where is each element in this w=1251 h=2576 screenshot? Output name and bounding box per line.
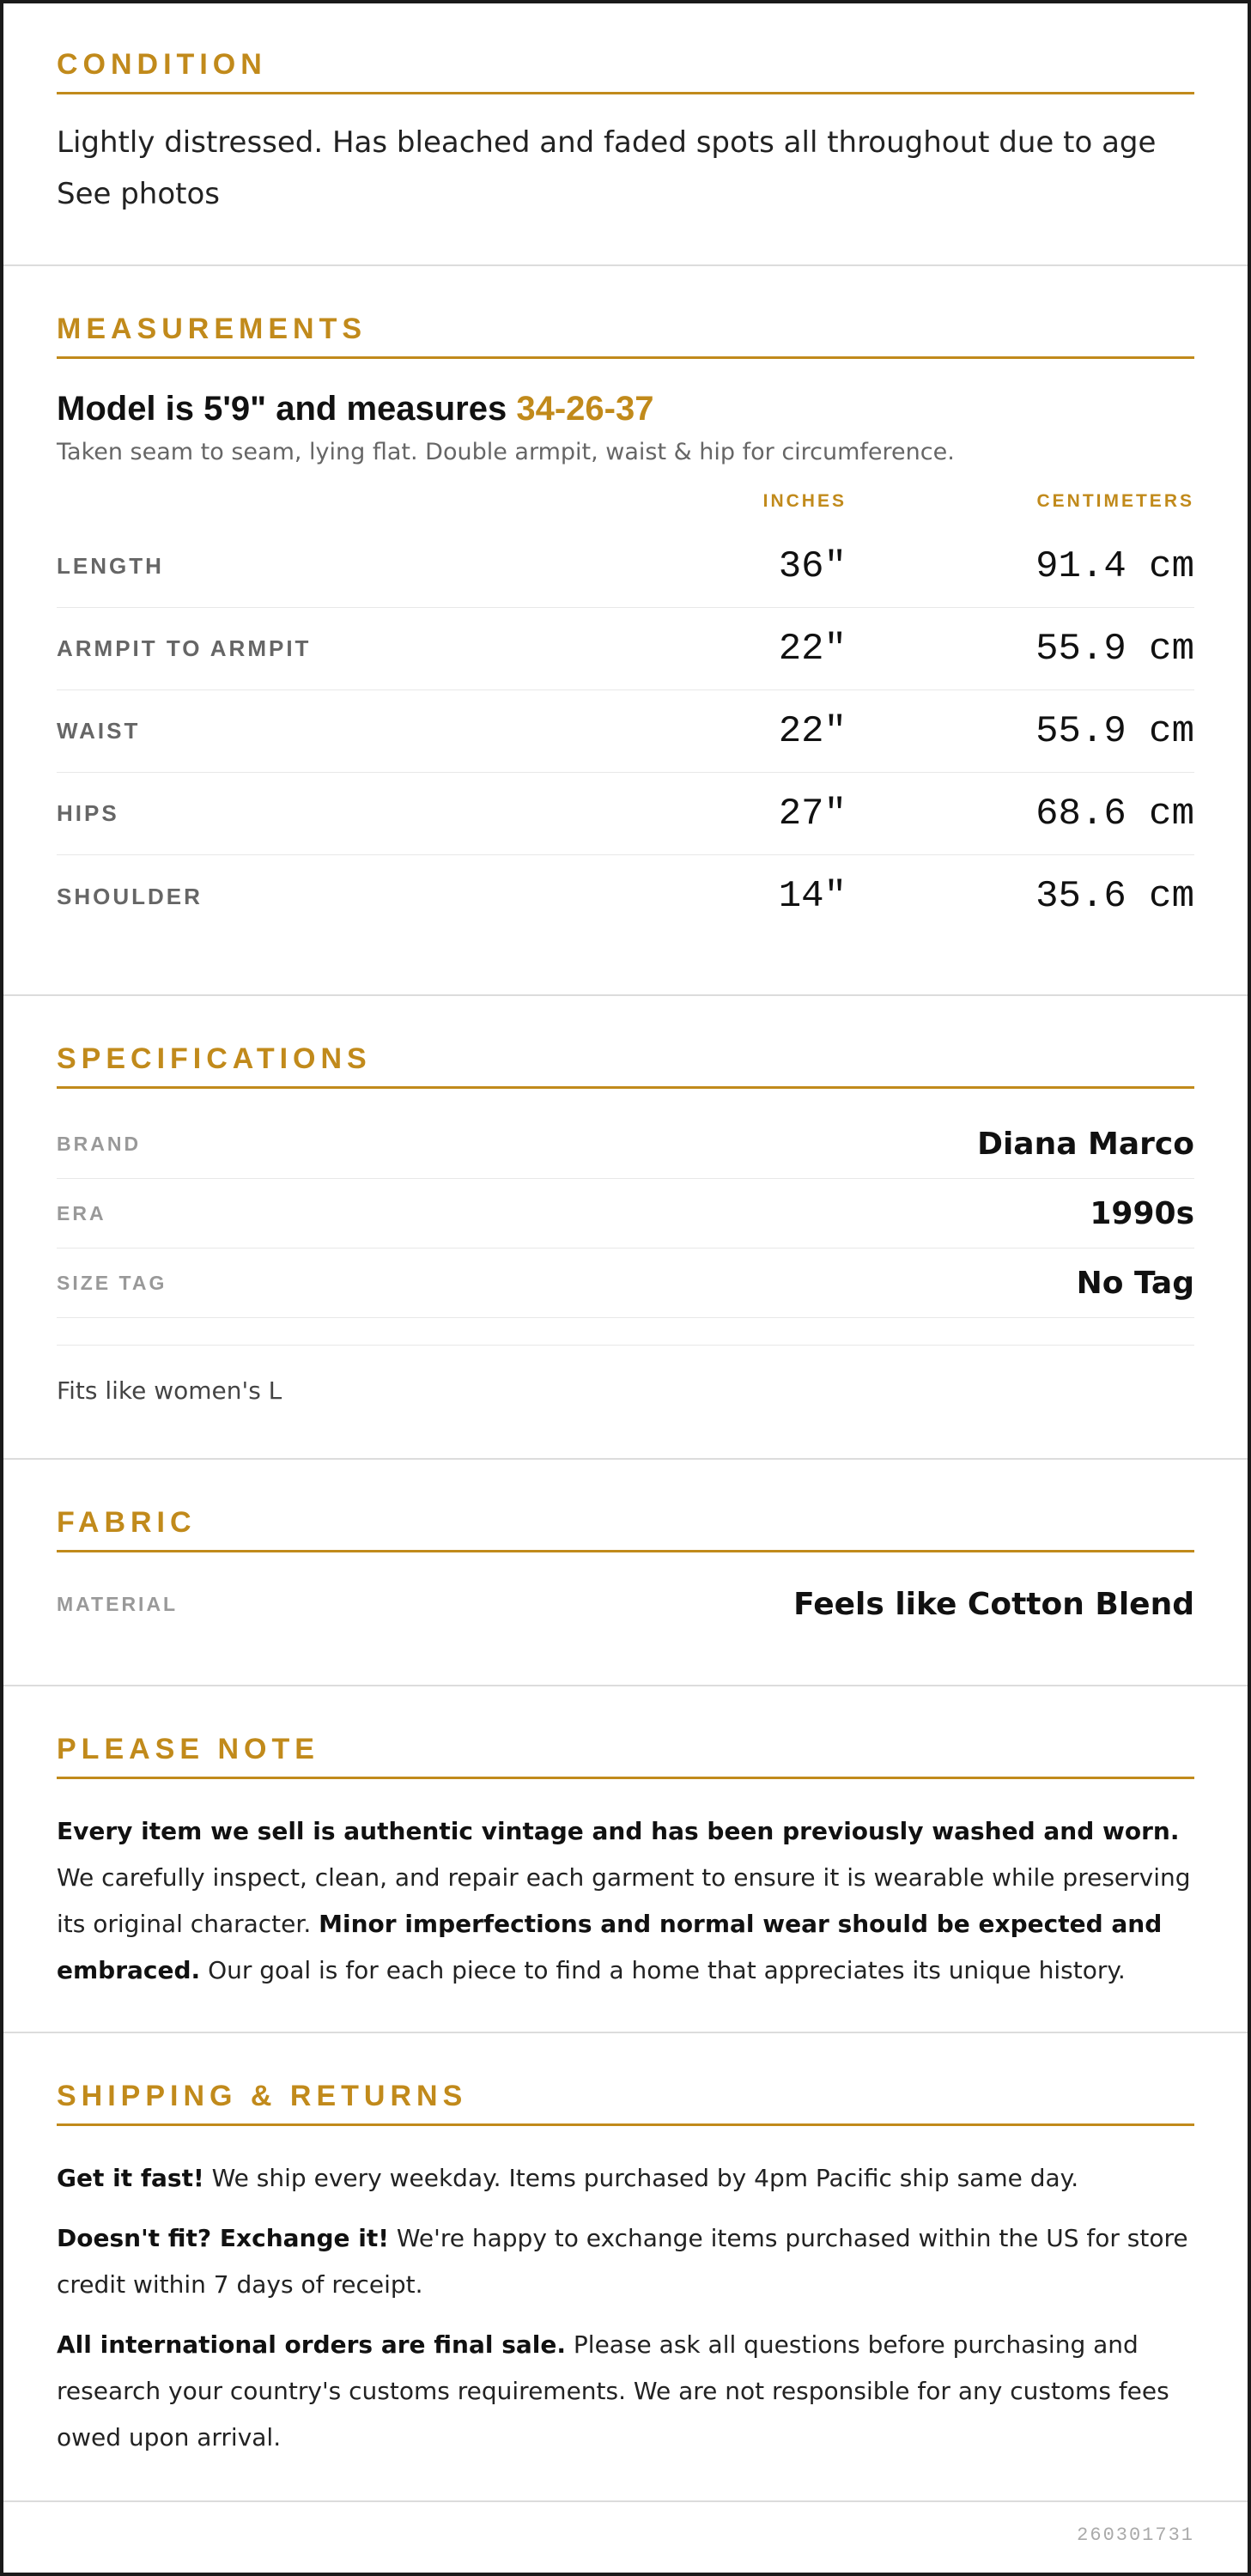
measurement-label: WAIST (57, 718, 141, 744)
please-note-title: PLEASE NOTE (57, 1733, 1194, 1779)
fit-note: Fits like women's L (57, 1376, 282, 1405)
spec-row-era (57, 1179, 1194, 1249)
measurements-section (3, 266, 1248, 996)
spec-label: SIZE TAG (57, 1271, 167, 1294)
column-header-centimeters: CENTIMETERS (1036, 491, 1194, 511)
measurement-row-waist (57, 690, 1194, 773)
measurements-table (57, 526, 1194, 938)
please-note-bold-2: Minor imperfections and normal wear should be expected and embraced. (57, 1910, 1163, 1984)
sku-footer (3, 2502, 1248, 2571)
fabric-section (3, 1460, 1248, 1686)
spec-label: BRAND (57, 1132, 142, 1155)
measurements-header-spacer (57, 491, 589, 526)
measurement-row-shoulder (57, 855, 1194, 938)
specifications-list (57, 1109, 1194, 1346)
model-measures-highlight: 34-26-37 (516, 390, 654, 428)
model-measures-text: Model is 5'9" and measures (57, 390, 517, 428)
shipping-paragraph-fast (57, 2155, 1194, 2202)
fabric-title: FABRIC (57, 1506, 1194, 1552)
shipping-text: We ship every weekday. Items purchased by 4pm Pacific ship same day. (203, 2164, 1079, 2192)
shipping-bold: Get it fast! (57, 2164, 204, 2192)
measurements-title: MEASUREMENTS (57, 313, 1194, 359)
spec-label: MATERIAL (57, 1593, 179, 1615)
measurement-inches: 14" (778, 875, 847, 918)
please-note-text-1: We carefully inspect, clean, and repair each garment to ensure it is wearable while preserving its original character. (57, 1863, 1191, 1938)
measurement-cm: 55.9 cm (1035, 627, 1194, 671)
condition-section (3, 3, 1248, 266)
shipping-bold: All international orders are final sale. (57, 2330, 567, 2359)
shipping-section (3, 2033, 1248, 2502)
spec-divider (57, 1318, 1194, 1346)
sku-number: 260301731 (1077, 2524, 1194, 2546)
specifications-section (3, 996, 1248, 1460)
measurement-row-hips (57, 773, 1194, 855)
model-measures (57, 390, 1194, 428)
please-note-text (57, 1808, 1194, 1994)
shipping-text: We're happy to exchange items purchased within the US for store credit within 7 days of receipt. (57, 2224, 1188, 2299)
measurement-inches: 27" (778, 792, 847, 835)
spec-value: 1990s (1090, 1195, 1194, 1231)
spec-label: ERA (57, 1201, 106, 1224)
measurement-row-armpit (57, 608, 1194, 690)
condition-title: CONDITION (57, 48, 1194, 94)
measurement-cm: 68.6 cm (1035, 792, 1194, 835)
shipping-bold: Doesn't fit? Exchange it! (57, 2224, 389, 2252)
column-header-inches: INCHES (762, 491, 847, 511)
shipping-paragraph-exchange (57, 2215, 1194, 2308)
shipping-paragraph-international (57, 2322, 1194, 2461)
measurement-label: LENGTH (57, 553, 164, 579)
measurement-label: ARMPIT TO ARMPIT (57, 635, 312, 661)
please-note-bold-1: Every item we sell is authentic vintage and has been previously washed and worn. (57, 1817, 1180, 1845)
measurements-header (57, 491, 1194, 526)
measurement-label: SHOULDER (57, 883, 203, 909)
spec-value: Feels like Cotton Blend (793, 1587, 1194, 1622)
spec-value: No Tag (1076, 1265, 1194, 1301)
measurement-inches: 22" (778, 709, 847, 753)
spec-value: Diana Marco (977, 1126, 1194, 1162)
shipping-title: SHIPPING & RETURNS (57, 2080, 1194, 2126)
specifications-title: SPECIFICATIONS (57, 1042, 1194, 1089)
measurements-subtitle: Taken seam to seam, lying flat. Double armpit, waist & hip for circumference. (57, 439, 955, 465)
condition-text: Lightly distressed. Has bleached and faded spots all throughout due to age See photos (57, 125, 1157, 211)
spec-row-material (57, 1570, 1194, 1639)
spec-row-brand (57, 1109, 1194, 1179)
measurement-row-length (57, 526, 1194, 608)
measurement-cm: 91.4 cm (1035, 544, 1194, 588)
measurement-cm: 35.6 cm (1035, 875, 1194, 918)
measurement-inches: 22" (778, 627, 847, 671)
please-note-section (3, 1686, 1248, 2033)
measurement-cm: 55.9 cm (1035, 709, 1194, 753)
measurement-inches: 36" (778, 544, 847, 588)
spec-row-size-tag (57, 1249, 1194, 1318)
measurement-label: HIPS (57, 800, 119, 826)
shipping-text: Please ask all questions before purchasing and research your country's customs requirements. We are not responsible for any customs fees owed upon arrival. (57, 2330, 1169, 2451)
please-note-text-2: Our goal is for each piece to find a home that appreciates its unique history. (200, 1956, 1126, 1984)
